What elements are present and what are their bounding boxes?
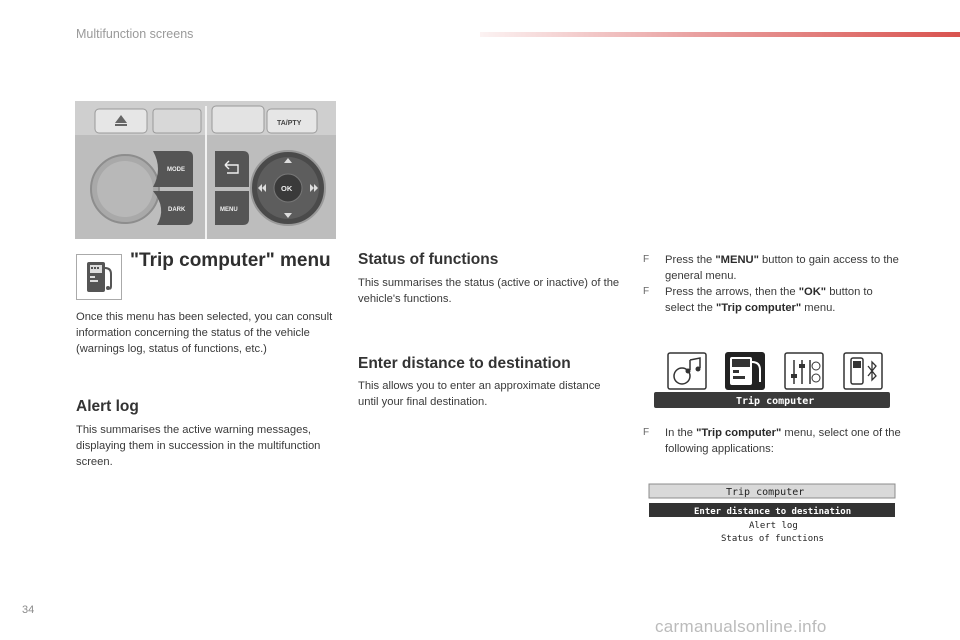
back-button xyxy=(215,151,249,187)
ok-button-ref: "OK" xyxy=(798,286,827,298)
trip-computer-list-illustration xyxy=(648,483,896,545)
instruction-step-select: F In the "Trip computer" menu, select one of the following applications: xyxy=(643,427,901,455)
trip-computer-menu-icon xyxy=(732,359,750,367)
enter-distance-heading: Enter distance to destination xyxy=(358,355,571,372)
status-of-functions-paragraph: This summarises the status (active or inactive) of the vehicle's functions. xyxy=(358,277,620,305)
list-item: Status of functions xyxy=(721,534,824,544)
alert-log-heading: Alert log xyxy=(76,398,139,415)
ok-label: OK xyxy=(281,184,293,193)
alert-log-paragraph: This summarises the active warning messages, displaying them in succession in the multifunction screen. xyxy=(76,424,321,468)
menu-screen-illustration xyxy=(654,352,890,410)
mode-label: MODE xyxy=(167,167,185,173)
bullet-marker: F xyxy=(643,254,650,265)
control-panel-illustration xyxy=(75,101,336,239)
page-number: 34 xyxy=(22,604,35,616)
menu-label: MENU xyxy=(220,207,238,213)
section-title: Multifunction screens xyxy=(76,27,194,41)
watermark: carmanualsonline.info xyxy=(655,617,827,636)
bullet-marker: F xyxy=(643,427,650,438)
instruction-step-ok: F Press the arrows, then the "OK" button to select the "Trip computer" menu. xyxy=(643,286,873,314)
dark-label: DARK xyxy=(168,207,186,213)
trip-computer-ref: "Trip computer" xyxy=(696,427,782,439)
list-item: Alert log xyxy=(749,521,798,531)
menu-screen-label: Trip computer xyxy=(736,396,815,407)
trip-computer-icon xyxy=(76,254,122,300)
menu-button-ref: "MENU" xyxy=(715,254,759,266)
enter-distance-paragraph: This allows you to enter an approximate distance until your final destination. xyxy=(358,380,601,408)
status-of-functions-heading: Status of functions xyxy=(358,251,499,268)
trip-computer-ref: "Trip computer" xyxy=(716,302,802,314)
bullet-marker: F xyxy=(643,286,650,297)
instruction-step-menu: F Press the "MENU" button to gain access to the general menu. xyxy=(643,254,899,282)
header-accent-bar xyxy=(480,32,960,37)
page-title: "Trip computer" menu xyxy=(130,250,331,271)
intro-paragraph: Once this menu has been selected, you can consult information concerning the status of the vehicle (warnings log, status of functions, etc.) xyxy=(76,311,333,355)
list-item: Enter distance to destination xyxy=(694,507,852,517)
list-header: Trip computer xyxy=(726,487,805,498)
ta-pty-label: TA/PTY xyxy=(277,120,302,127)
